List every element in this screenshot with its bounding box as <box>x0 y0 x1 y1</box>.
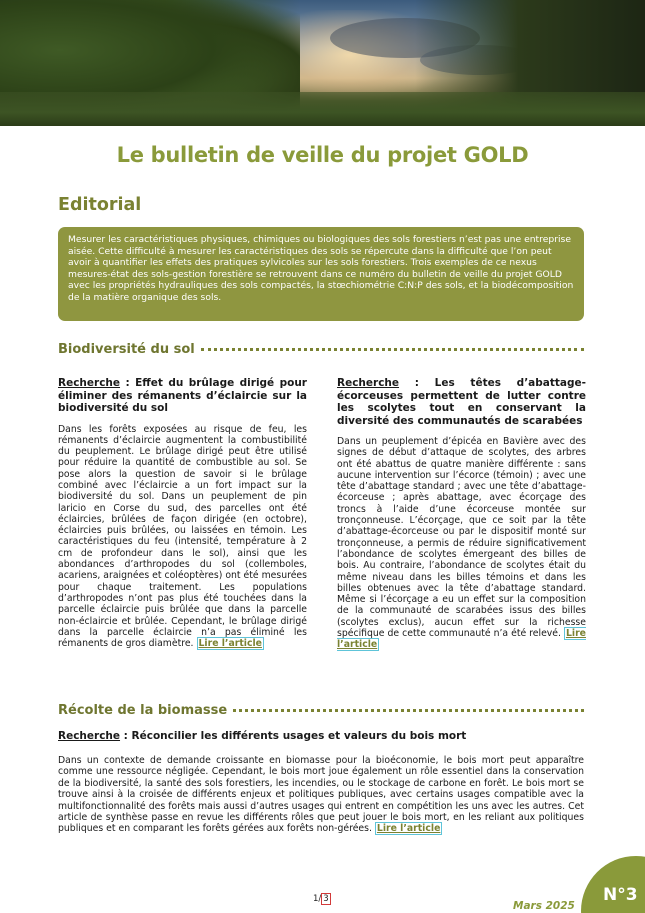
article-title <box>58 730 466 742</box>
issue-date: Mars 2025 <box>513 900 575 912</box>
section-heading-biodiversite <box>58 342 584 357</box>
page-current: 1 <box>313 894 319 904</box>
article-kind: Recherche <box>58 377 121 389</box>
dotted-rule <box>201 348 584 351</box>
article-title-text: : Effet du brûlage dirigé pour éliminer des rémanents d’éclaircie sur la biodiversité du sol <box>58 377 307 414</box>
article-body-text: Dans un contexte de demande croissante en biomasse pour la bioéconomie, le bois mort peut apparaître comme une ressource négligée. Cependant, le bois mort joue également un rôle essentiel dans la conservation de la biodiversité, la santé des sols forestiers, les incendies, ou le stockage de carbone en forêt. Le bois mort se trouve ainsi à la croisée de différents enjeux et politiques publiques, avec certains usages compatible avec la multifonctionnalité des forêts mais aussi d’autres usages qui entrent en compétition les uns avec les autres. Cet article de synthèse passe en revue les différents rôles que peut jouer le bois mort, en les reliant aux politiques publiques et en comparant les forêts gérées aux forêts non-gérées. <box>58 755 584 835</box>
section-label: Biodiversité du sol <box>58 342 195 357</box>
article-body <box>58 755 584 835</box>
article-body <box>337 436 586 651</box>
bulletin-title: Le bulletin de veille du projet GOLD <box>116 143 529 167</box>
article-title-text: : Les têtes d’abattage-écorceuses permettent de lutter contre les scolytes tout en conservant la diversité des communautés de scarabées <box>337 377 586 427</box>
article-kind: Recherche <box>337 377 400 389</box>
dotted-rule <box>233 709 584 712</box>
read-article-link[interactable]: Lire l’article <box>198 638 262 650</box>
page-total: 3 <box>323 894 329 904</box>
article-kind: Recherche <box>58 730 121 742</box>
editorial-text: Mesurer les caractéristiques physiques, chimiques ou biologiques des sols forestiers n’est pas une entreprise aisée. Cette difficulté à mesurer les caractéristiques des sols se répercute dans la difficulté que l’on peut avoir à quantifier les effets des pratiques sylvicoles sur les sols forestiers. Trois exemples de ce nexus mesures-état des sols-gestion forestière se retrouvent dans ce numéro du bulletin de veille du projet GOLD avec les propriétés hydrauliques des sols compactés, la stœchiométrie C:N:P des sols, et la biodécomposition de la matière organique des sols. <box>68 234 574 303</box>
article-title <box>58 377 307 415</box>
section-heading-recolte <box>58 703 584 718</box>
editorial-box <box>58 227 584 321</box>
read-article-link[interactable]: Lire l’article <box>337 628 586 651</box>
page-separator: / <box>318 894 322 904</box>
article-body-text: Dans les forêts exposées au risque de feu, les rémanents d’éclaircie augmentent la combustibilité du peuplement. Le brûlage dirigé peut être utilisé pour réduire la quantité de combustible au sol. Se pose alors la question de savoir si le brûlage combiné avec l’éclaircie a un fort impact sur la biodiversité du sol. Dans un peuplement de pin laricio en Corse du sud, des parcelles ont été éclaircies, brûlées de façon dirigée (en octobre), éclaircies puis brûlées, ou laissées en témoin. Les caractéristiques du feu (intensité, température à 2 cm de profondeur dans le sol), ainsi que les abondances d’arthropodes du sol (collemboles, acariens, araignées et coléoptères) ont été mesurées pour chaque traitement. Les populations d’arthropodes n’ont pas plus été touchées dans la parcelle éclaircie puis brûlée que dans la parcelle non-éclaircie et brûlée. Cependant, le brûlage dirigé dans la parcelle éclaircie n’a pas éliminé les rémanents de gros diamètre. <box>58 423 307 650</box>
article-column-right <box>337 377 586 651</box>
article-title-text: : Réconcilier les différents usages et valeurs du bois mort <box>120 730 467 742</box>
editorial-heading: Editorial <box>58 195 142 215</box>
header-banner-image <box>0 0 645 126</box>
section-label: Récolte de la biomasse <box>58 703 228 718</box>
issue-number: N°3 <box>603 885 638 905</box>
article-body <box>58 424 307 650</box>
article-body-text: Dans un peuplement d’épicéa en Bavière avec des signes de début d’attaque de scolytes, des arbres ont été abattus de quatre manière différente : sans aucune intervention sur l’écorce (témoin) ; avec une tête d’abattage standard ; avec une tête d’abattage-écorceuse ; après abattage, avec écorçage des troncs à l’aide d’une écorceuse montée sur tronçonneuse. L’écorçage, que ce soit par la tête d’abattage-écorceuse ou par le dispositif monté sur tronçonneuse, a permis de réduire significativement l’abondance de scolytes émergeant des billes de bois. Au contraire, l’abondance de scolytes était du même niveau dans les billes témoins et dans les billes obtenues avec la tête d’abattage standard. Même si l’écorçage a eu un effet sur la composition de la communauté de scarabées issus des billes (scolytes exclus), aucun effet sur la richesse spécifique de cette communauté n’a été relevé. <box>337 436 586 640</box>
read-article-link[interactable]: Lire l’article <box>376 823 441 835</box>
page-number <box>313 894 331 904</box>
article-column-left <box>58 377 307 649</box>
article-title <box>337 377 586 427</box>
